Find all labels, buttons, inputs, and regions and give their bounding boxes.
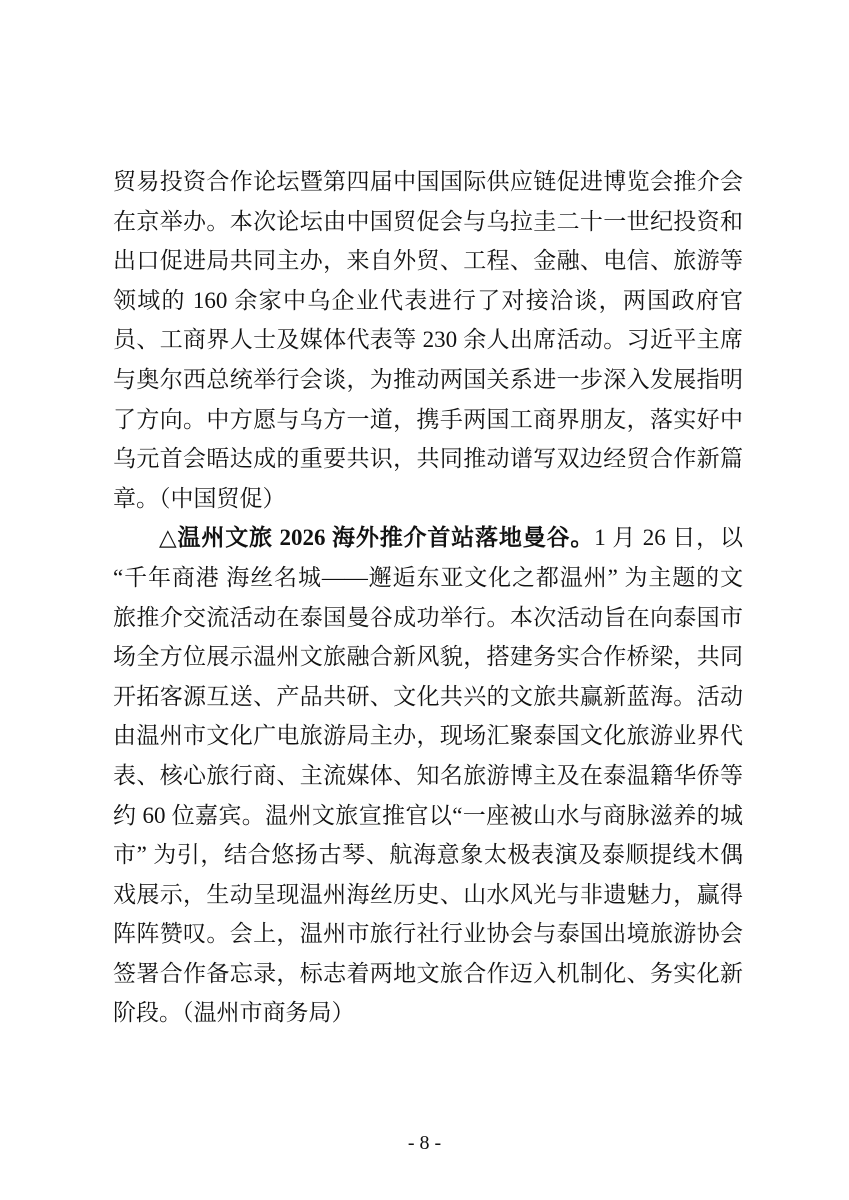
text-segment: 章。（中国贸促）: [113, 485, 286, 511]
text-line: [113, 835, 743, 875]
text-segment: 领域的 160 余家中乌企业代表进行了对接洽谈，两国政府官: [113, 287, 743, 313]
paragraph-wenzhou-culture-tourism-bangkok: [113, 518, 743, 1033]
text-segment: 阶段。（温州市商务局）: [113, 1000, 355, 1026]
text-segment: 戏展示，生动呈现温州海丝历史、山水风光与非遗魅力，赢得: [113, 881, 743, 907]
text-line: [113, 439, 743, 479]
text-line: [113, 993, 743, 1033]
text-segment: 与奥尔西总统举行会谈，为推动两国关系进一步深入发展指明: [113, 366, 743, 392]
text-segment: 约 60 位嘉宾。温州文旅宣推官以“一座被山水与商脉滋养的城: [113, 802, 743, 828]
text-line: [113, 954, 743, 994]
text-line: [113, 162, 743, 202]
text-line: [113, 281, 743, 321]
text-segment: 市” 为引，结合悠扬古琴、航海意象太极表演及泰顺提线木偶: [113, 842, 743, 868]
text-block: [113, 162, 743, 1033]
text-segment: 贸易投资合作论坛暨第四届中国国际供应链促进博览会推介会: [113, 169, 743, 194]
text-line: [113, 598, 743, 638]
text-line: [113, 914, 743, 954]
text-line: [113, 360, 743, 400]
text-line: [113, 637, 743, 677]
text-line: [113, 518, 743, 558]
paragraph-china-uruguay-forum-continued: [113, 162, 743, 518]
text-segment: 旅推介交流活动在泰国曼谷成功举行。本次活动旨在向泰国市: [113, 604, 743, 630]
text-line: [113, 400, 743, 440]
text-segment: 乌元首会晤达成的重要共识，共同推动谱写双边经贸合作新篇: [113, 446, 743, 472]
text-segment: 表、核心旅行商、主流媒体、知名旅游博主及在泰温籍华侨等: [113, 762, 743, 788]
text-segment: “千年商港 海丝名城——邂逅东亚文化之都温州” 为主题的文: [113, 564, 743, 590]
text-line: [113, 875, 743, 915]
text-segment: 在京举办。本次论坛由中国贸促会与乌拉圭二十一世纪投资和: [113, 208, 743, 234]
text-segment: 场全方位展示温州文旅融合新风貌，搭建务实合作桥梁，共同: [113, 644, 743, 670]
text-line: [113, 479, 743, 519]
page-number: - 8 -: [407, 1132, 442, 1154]
text-line: [113, 558, 743, 598]
text-segment: 阵阵赞叹。会上，温州市旅行社行业协会与泰国出境旅游协会: [113, 921, 743, 947]
text-segment: 开拓客源互送、产品共研、文化共兴的文旅共赢新蓝海。活动: [113, 683, 743, 709]
text-segment: 出口促进局共同主办，来自外贸、工程、金融、电信、旅游等: [113, 248, 743, 274]
text-line: [113, 756, 743, 796]
text-segment: 了方向。中方愿与乌方一道，携手两国工商界朋友，落实好中: [113, 406, 743, 432]
text-line: [113, 716, 743, 756]
article-title: △温州文旅 2026 海外推介首站落地曼谷。: [159, 525, 595, 551]
text-line: [113, 320, 743, 360]
text-segment: 1 月 26 日，以: [594, 525, 743, 551]
text-line: [113, 241, 743, 281]
text-line: [113, 202, 743, 242]
text-segment: 员、工商界人士及媒体代表等 230 余人出席活动。习近平主席: [113, 327, 743, 353]
text-line: [113, 677, 743, 717]
text-line: [113, 796, 743, 836]
text-segment: 签署合作备忘录，标志着两地文旅合作迈入机制化、务实化新: [113, 960, 743, 986]
text-segment: 由温州市文化广电旅游局主办，现场汇聚泰国文化旅游业界代: [113, 723, 743, 749]
